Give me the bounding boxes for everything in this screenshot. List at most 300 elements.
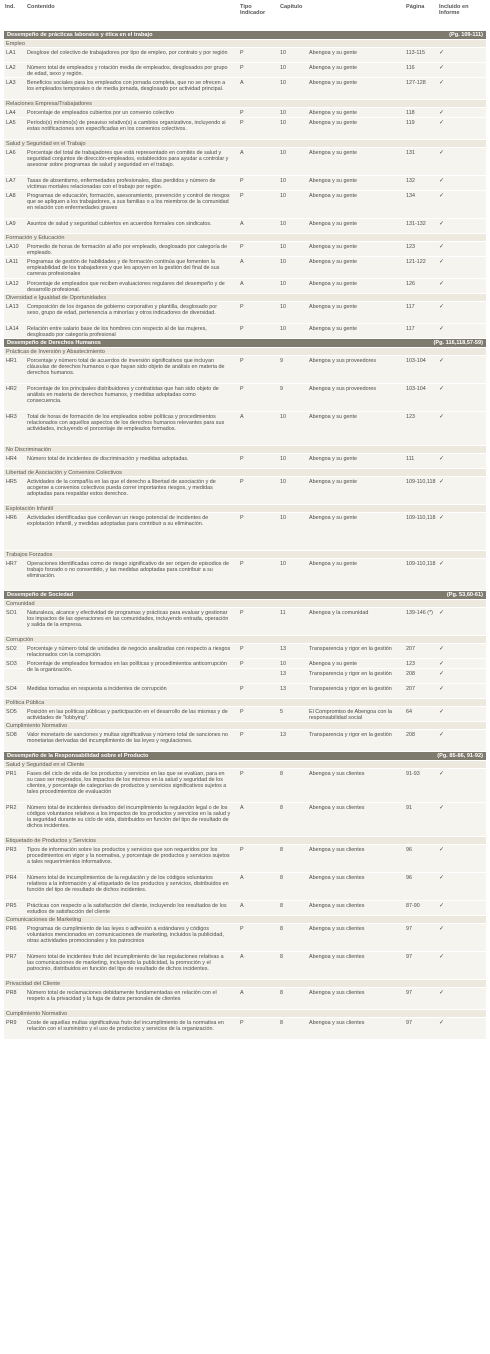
chapter-number: 8 [280,989,283,996]
indicator-type: P [240,770,244,777]
subsection-header: No Discriminación [4,445,486,453]
indicator-code: SO5 [6,708,17,715]
section-title: Desempeño de prácticas laborales y ética en el trabajo [7,31,153,38]
table-row [4,190,486,218]
indicator-description: Tipos de información sobre los productos y servicios que son requeridos por los procedimientos en vigor y la normativa, y porcentaje de productos y servicios sujetos a tales requerimientos informativos. [27,846,230,865]
section-header [4,590,486,599]
indicator-type: P [240,731,244,738]
chapter-name: Abengoa y su gente [309,64,357,71]
page-reference: 121-122 [406,258,426,265]
table-row [4,355,486,383]
indicator-type: A [240,280,244,287]
header-ind: Ind. [5,4,15,10]
table-row [4,1017,486,1039]
indicator-code: HR2 [6,385,17,392]
check-icon: ✓ [439,177,445,184]
check-icon: ✓ [439,670,445,677]
indicator-description: Tasas de absentismo, enfermedades profesionales, días perdidos y número de víctimas mortales relacionadas con el trabajo por región. [27,177,216,190]
indicator-code: PR9 [6,1019,17,1026]
indicator-description: Porcentaje de empleados formados en las políticas y procedimientos anticorrupción de la organización. [27,660,227,673]
chapter-number: 10 [280,79,286,86]
indicator-type: P [240,109,244,116]
subsection-header: Cumplimiento Normativo [4,1009,486,1017]
check-icon: ✓ [439,303,445,310]
check-icon: ✓ [439,560,445,567]
subsection-header: Formación y Educación [4,233,486,241]
page-reference: 96 [406,874,412,881]
indicator-description: Porcentaje de empleados que reciben evaluaciones regulares del desempeño y de desarrollo profesional. [27,280,225,293]
chapter-number: 13 [280,685,286,692]
chapter-name: Abengoa y sus clientes [309,989,365,996]
indicator-code: SO1 [6,609,17,616]
indicator-description: Porcentaje y número total de acuerdos de inversión significativos que incluyan cláusulas de derechos humanos o que hayan sido objeto de análisis en materia de derechos humanos. [27,357,225,376]
chapter-name: Abengoa y su gente [309,303,357,310]
page-reference: 96 [406,846,412,853]
indicator-code: HR3 [6,413,17,420]
indicator-code: LA10 [6,243,19,250]
chapter-number: 8 [280,953,283,960]
section-header [4,338,486,347]
indicator-type: A [240,989,244,996]
indicator-description: Promedio de horas de formación al año por empleado, desglosado por categoría de empleado. [27,243,228,256]
check-icon: ✓ [439,149,445,156]
subsection-header: Diversidad e Igualdad de Oportunidades [4,293,486,301]
check-icon: ✓ [439,79,445,86]
subsection-header: Comunicaciones de Marketing [4,915,486,923]
page-reference: 208 [406,670,415,677]
chapter-name: Abengoa y su gente [309,258,357,265]
check-icon: ✓ [439,846,445,853]
indicator-code: SO8 [6,731,17,738]
chapter-number: 10 [280,258,286,265]
indicator-code: PR3 [6,846,17,853]
indicator-description: Total de horas de formación de los empleados sobre políticas y procedimientos relacionados con aquellos aspectos de los derechos humanos relevantes para sus actividades, incluyendo el porcentaje de empleados formados. [27,413,225,432]
chapter-name: Abengoa y sus clientes [309,846,365,853]
indicator-type: P [240,385,244,392]
page-reference: 207 [406,685,415,692]
table-row [4,256,486,278]
indicator-code: LA4 [6,109,16,116]
chapter-name: Abengoa y sus clientes [309,902,365,909]
indicator-code: SO2 [6,645,17,652]
indicator-code: PR8 [6,989,17,996]
page-reference: 97 [406,989,412,996]
chapter-name: Abengoa y su gente [309,79,357,86]
table-row [4,512,486,550]
indicator-type: A [240,149,244,156]
subsection-header: Trabajos Forzados [4,550,486,558]
subsection-header: Empleo [4,39,486,47]
chapter-name: Abengoa y su gente [309,220,357,227]
page-reference: 132 [406,177,415,184]
indicator-description: Medidas tomadas en respuesta a incidentes de corrupción [27,685,167,692]
table-row [4,47,486,62]
indicator-description: Desglose del colectivo de trabajadores por tipo de empleo, por contrato y por región [27,49,228,56]
table-body [4,30,486,1039]
indicator-code: LA3 [6,79,16,86]
indicator-type: P [240,560,244,567]
header-capitulo: Capítulo [280,4,303,10]
indicator-code: HR5 [6,478,17,485]
indicator-description: Composición de los órganos de gobierno corporativo y plantilla, desglosado por sexo, grupo de edad, pertenencia a minorías y otros indicadores de diversidad. [27,303,217,316]
page-reference: 117 [406,325,415,332]
indicator-description: Actividades de la compañía en las que el derecho a libertad de asociación y de acogerse a convenios colectivos pueda correr importantes riesgos, y medidas adoptadas para respaldar estos derechos. [27,478,216,497]
check-icon: ✓ [439,109,445,116]
chapter-number: 13 [280,670,286,677]
check-icon: ✓ [439,925,445,932]
indicator-code: PR1 [6,770,17,777]
check-icon: ✓ [439,708,445,715]
indicator-code: PR7 [6,953,17,960]
indicator-description: Número total de incidentes derivados del incumplimiento la regulación legal o de los códigos voluntarios relativos a los impactos de los productos y servicios en la salud y la seguridad durante su ciclo de vida, distribuidos en función del tipo de resultado de dichos incidentes. [27,804,231,830]
chapter-name: Abengoa y su gente [309,177,357,184]
chapter-number: 10 [280,177,286,184]
table-row [4,668,486,683]
indicator-type: A [240,804,244,811]
check-icon: ✓ [439,804,445,811]
page-reference: 126 [406,280,415,287]
indicator-code: LA11 [6,258,19,265]
table-row [4,558,486,590]
page-reference: 113-115 [406,49,425,56]
check-icon: ✓ [439,874,445,881]
chapter-name: Abengoa y su gente [309,49,357,56]
page-reference: 119 [406,119,415,126]
subsection-header: Salud y Seguridad en el Cliente [4,760,486,768]
indicator-code: SO4 [6,685,17,692]
check-icon: ✓ [439,609,445,616]
check-icon: ✓ [439,685,445,692]
chapter-number: 8 [280,874,283,881]
check-icon: ✓ [439,325,445,332]
table-row [4,768,486,802]
indicator-code: LA9 [6,220,16,227]
page-reference: 127-128 [406,79,426,86]
table-row [4,278,486,293]
indicator-type: P [240,708,244,715]
check-icon: ✓ [439,357,445,364]
chapter-name: Abengoa y sus clientes [309,804,365,811]
page-reference: 118 [406,109,415,116]
chapter-number: 10 [280,514,286,521]
chapter-name: Abengoa y su gente [309,192,357,199]
page-reference: 134 [406,192,415,199]
table-row [4,62,486,77]
chapter-name: Abengoa y su gente [309,149,357,156]
indicator-description: Período(s) mínimo(s) de preaviso relativo(s) a cambios organizativos, incluyendo si estas notificaciones son especificadas en los convenios colectivos. [27,119,226,132]
indicator-description: Naturaleza, alcance y efectividad de programas y prácticas para evaluar y gestionar los impactos de las operaciones en las comunidades, incluyendo entrada, operación y salida de la empresa. [27,609,229,628]
chapter-number: 13 [280,645,286,652]
chapter-name: Abengoa y su gente [309,325,357,332]
subsection-header: Cumplimiento Normativo [4,721,486,729]
page-reference: 123 [406,660,415,667]
table-row [4,476,486,504]
page-reference: 207 [406,645,415,652]
chapter-number: 10 [280,149,286,156]
indicator-code: PR6 [6,925,17,932]
chapter-name: Transparencia y rigor en la gestión [309,645,392,652]
chapter-name: El Compromiso de Abengoa con la responsabilidad social [309,708,393,721]
indicator-type: A [240,902,244,909]
indicator-type: P [240,64,244,71]
indicator-code: LA13 [6,303,19,310]
indicator-code: HR7 [6,560,17,567]
indicator-code: SO3 [6,660,17,667]
indicator-description: Programas de cumplimiento de las leyes o adhesión a estándares y códigos voluntarios mencionados en comunicaciones de marketing, incluidos la publicidad, otras actividades promocionales y los patrocinios [27,925,224,944]
chapter-number: 8 [280,804,283,811]
table-row [4,323,486,338]
indicator-description: Coste de aquellas multas significativas fruto del incumplimiento de la normativa en relación con el suministro y el uso de productos y servicios de la organización. [27,1019,224,1032]
indicator-description: Porcentaje del total de trabajadores que está representado en comités de salud y seguridad conjuntos de dirección-empleados, establecidos para ayudar a controlar y asesorar sobre programas de salud y seguridad en el trabajo. [27,149,229,168]
chapter-number: 5 [280,708,283,715]
table-row [4,683,486,698]
chapter-number: 10 [280,303,286,310]
subsection-header: Salud y Seguridad en el Trabajo [4,139,486,147]
chapter-name: Abengoa y su gente [309,514,357,521]
indicator-type: P [240,925,244,932]
check-icon: ✓ [439,258,445,265]
page-reference: 117 [406,303,415,310]
chapter-name: Transparencia y rigor en la gestión [309,670,392,677]
indicator-code: LA2 [6,64,16,71]
indicator-type: P [240,609,244,616]
indicator-code: HR4 [6,455,17,462]
table-row [4,147,486,175]
check-icon: ✓ [439,385,445,392]
chapter-name: Abengoa y su gente [309,455,357,462]
indicator-code: LA14 [6,325,19,332]
section-pages: (Pg. 85-86, 91-92) [437,752,483,759]
indicator-description: Fases del ciclo de vida de los productos y servicios en las que se evalúan, para en su caso ser mejorados, los impactos de los mismos en la salud y seguridad de los clientes, y porcentaje de categorías de productos y servicios significativos sujetos a tales procedimientos de evaluación [27,770,227,796]
header-tipo: Tipo Indicador [240,4,266,17]
indicator-type: P [240,49,244,56]
check-icon: ✓ [439,220,445,227]
subsection-header: Política Pública [4,698,486,706]
table-row [4,643,486,658]
indicator-type [237,671,277,684]
indicator-code [4,671,27,684]
section-pages: (Pg. 109-111) [449,31,483,38]
indicator-description: Número total de empleados y rotación media de empleados, desglosados por grupo de edad, sexo y región. [27,64,228,77]
chapter-number: 10 [280,243,286,250]
chapter-number: 10 [280,280,286,287]
indicator-type: P [240,243,244,250]
page-reference: 109-110,118 [406,560,436,567]
page-reference: 123 [406,413,415,420]
table-row [4,383,486,411]
table-row [4,107,486,117]
indicator-type: A [240,220,244,227]
section-pages: (Pg. 53,60-61) [446,591,483,598]
check-icon: ✓ [439,770,445,777]
chapter-number: 10 [280,109,286,116]
indicator-description: Número total de incidentes fruto del incumplimiento de las regulaciones relativas a las comunicaciones de marketing, incluyendo la publicidad, la promoción y el patrocinio, distribuidos en función del tipo de resultado de dichos incidentes. [27,953,224,972]
chapter-name: Abengoa y sus clientes [309,925,365,932]
page-reference: 109-110,118 [406,478,436,485]
chapter-name: Abengoa y la comunidad [309,609,369,616]
section-title: Desempeño de la Responsabilidad sobre el Producto [7,752,149,759]
chapter-number: 10 [280,220,286,227]
table-row [4,117,486,139]
table-row [4,802,486,836]
indicator-type: P [240,357,244,364]
chapter-name: Abengoa y sus clientes [309,1019,365,1026]
indicator-description: Número total de incumplimientos de la regulación y de los códigos voluntarios relativos a la información y al etiquetado de los productos y servicios, distribuidos en función del tipo de resultado de dichos incidentes. [27,874,229,893]
chapter-number: 10 [280,455,286,462]
indicator-type: P [240,119,244,126]
page-reference: 64 [406,708,412,715]
indicator-type: P [240,514,244,521]
indicator-description: Programas de gestión de habilidades y de formación continúa que fomenten la empleabilidad de los trabajadores y que les apoyen en la gestión del final de sus carreras profesionales [27,258,220,277]
subsection-header: Privacidad del Cliente [4,979,486,987]
chapter-name: Abengoa y sus proveedores [309,385,377,392]
check-icon: ✓ [439,280,445,287]
table-row [4,872,486,900]
indicator-code: HR1 [6,357,17,364]
table-row [4,218,486,233]
indicator-code: LA12 [6,280,19,287]
table-row [4,900,486,915]
chapter-name: Abengoa y su gente [309,109,357,116]
chapter-number: 10 [280,49,286,56]
chapter-number: 11 [280,609,286,616]
chapter-number: 10 [280,325,286,332]
indicator-description: Programas de educación, formación, asesoramiento, prevención y control de riesgos que se apliquen a los trabajadores, a sus familias o a los miembros de la comunidad en relación con enfermedades graves [27,192,230,211]
page-reference: 116 [406,64,415,71]
indicator-code: PR5 [6,902,17,909]
chapter-number: 8 [280,902,283,909]
subsection-header: Prácticas de Inversión y Abastecimiento [4,347,486,355]
indicator-description: Operaciones identificadas como de riesgo significativo de ser origen de episodios de trabajo forzado o no consentido, y las medidas adoptadas para contribuir a su eliminación. [27,560,229,579]
table-row [4,77,486,99]
table-row [4,706,486,721]
table-row [4,923,486,951]
subsection-header: Libertad de Asociación y Convenios Colectivos [4,468,486,476]
check-icon: ✓ [439,49,445,56]
indicator-type: A [240,874,244,881]
indicator-description: Número total de incidentes de discriminación y medidas adoptadas. [27,455,189,462]
page-reference: 111 [406,455,415,462]
table-row [4,241,486,256]
table-row [4,658,486,673]
section-title: Desempeño de Sociedad [7,591,74,598]
indicator-code: LA7 [6,177,16,184]
check-icon: ✓ [439,645,445,652]
chapter-name: Transparencia y rigor en la gestión [309,731,392,738]
check-icon: ✓ [439,192,445,199]
table-row [4,175,486,190]
page-reference: 103-104 [406,385,426,392]
chapter-number: 10 [280,413,286,420]
indicator-code: LA6 [6,149,16,156]
chapter-name: Abengoa y sus clientes [309,770,365,777]
page-reference: 97 [406,925,412,932]
check-icon: ✓ [439,64,445,71]
header-contenido: Contenido [27,4,55,10]
indicator-type: A [240,79,244,86]
chapter-number: 9 [280,357,283,364]
table-row [4,607,486,635]
chapter-number: 13 [280,731,286,738]
page-reference: 97 [406,1019,412,1026]
indicator-code: PR4 [6,874,17,881]
chapter-number: 10 [280,560,286,567]
page-reference: 139-146 (*) [406,609,433,616]
indicator-type: P [240,685,244,692]
page-reference: 131-132 [406,220,426,227]
indicator-description: Número total de reclamaciones debidamente fundamentadas en relación con el respeto a la privacidad y la fuga de datos personales de clientes [27,989,217,1002]
subsection-header: Explotación Infantil [4,504,486,512]
chapter-name: Abengoa y su gente [309,119,357,126]
page-reference: 87-90 [406,902,420,909]
indicator-type: P [240,478,244,485]
chapter-number: 9 [280,385,283,392]
chapter-number: 10 [280,64,286,71]
indicator-description: Porcentaje de empleados cubiertos por un convenio colectivo [27,109,174,116]
check-icon: ✓ [439,514,445,521]
check-icon: ✓ [439,413,445,420]
indicator-description: Porcentaje de los principales distribuidores y contratistas que han sido objeto de análisis en materia de derechos humanos, y medidas adoptadas como consecuencia. [27,385,219,404]
indicator-description: Actividades identificadas que conllevan un riesgo potencial de incidentes de explotación infantil, y medidas adoptadas para contribuir a su eliminación. [27,514,209,527]
table-row [4,411,486,445]
subsection-header: Comunidad [4,599,486,607]
indicator-description: Valor monetario de sanciones y multas significativas y número total de sanciones no monetarias derivadas del incumplimiento de las leyes y regulaciones. [27,731,228,744]
chapter-name: Abengoa y su gente [309,280,357,287]
table-row [4,844,486,872]
indicator-code: LA8 [6,192,16,199]
page-reference: 103-104 [406,357,426,364]
chapter-name: Abengoa y sus clientes [309,874,365,881]
section-pages: (Pg. 116,118,57-59) [433,339,483,346]
table-row [4,987,486,1009]
chapter-number: 10 [280,192,286,199]
page-reference: 109-110,118 [406,514,436,521]
section-title: Desempeño de Derechos Humanos [7,339,101,346]
indicator-description: Porcentaje y número total de unidades de negocio analizadas con respecto a riesgos relacionados con la corrupción. [27,645,231,658]
table-row [4,301,486,323]
chapter-name: Abengoa y su gente [309,478,357,485]
chapter-number: 8 [280,925,283,932]
check-icon: ✓ [439,478,445,485]
section-header [4,751,486,760]
chapter-name: Abengoa y su gente [309,660,357,667]
chapter-number: 8 [280,846,283,853]
indicator-type: P [240,645,244,652]
indicator-type: P [240,177,244,184]
check-icon: ✓ [439,731,445,738]
indicator-type: P [240,846,244,853]
indicator-description: Relación entre salario base de los hombres con respecto al de las mujeres, desglosado por categoría profesional [27,325,207,338]
table-row [4,951,486,979]
chapter-name: Abengoa y su gente [309,243,357,250]
indicator-description: Beneficios sociales para los empleados con jornada completa, que no se ofrecen a los empleados temporales o de media jornada, desglosado por actividad principal. [27,79,226,92]
indicator-type: A [240,953,244,960]
chapter-name: Abengoa y sus proveedores [309,357,377,364]
indicator-type: P [240,325,244,332]
chapter-name: Abengoa y su gente [309,560,357,567]
page-reference: 91 [406,804,412,811]
check-icon: ✓ [439,119,445,126]
indicator-type: P [240,192,244,199]
page-reference: 123 [406,243,415,250]
chapter-number: 10 [280,478,286,485]
chapter-name: Transparencia y rigor en la gestión [309,685,392,692]
chapter-number: 10 [280,660,286,667]
check-icon: ✓ [439,455,445,462]
table-row [4,453,486,468]
check-icon: ✓ [439,902,445,909]
indicator-type: A [240,258,244,265]
